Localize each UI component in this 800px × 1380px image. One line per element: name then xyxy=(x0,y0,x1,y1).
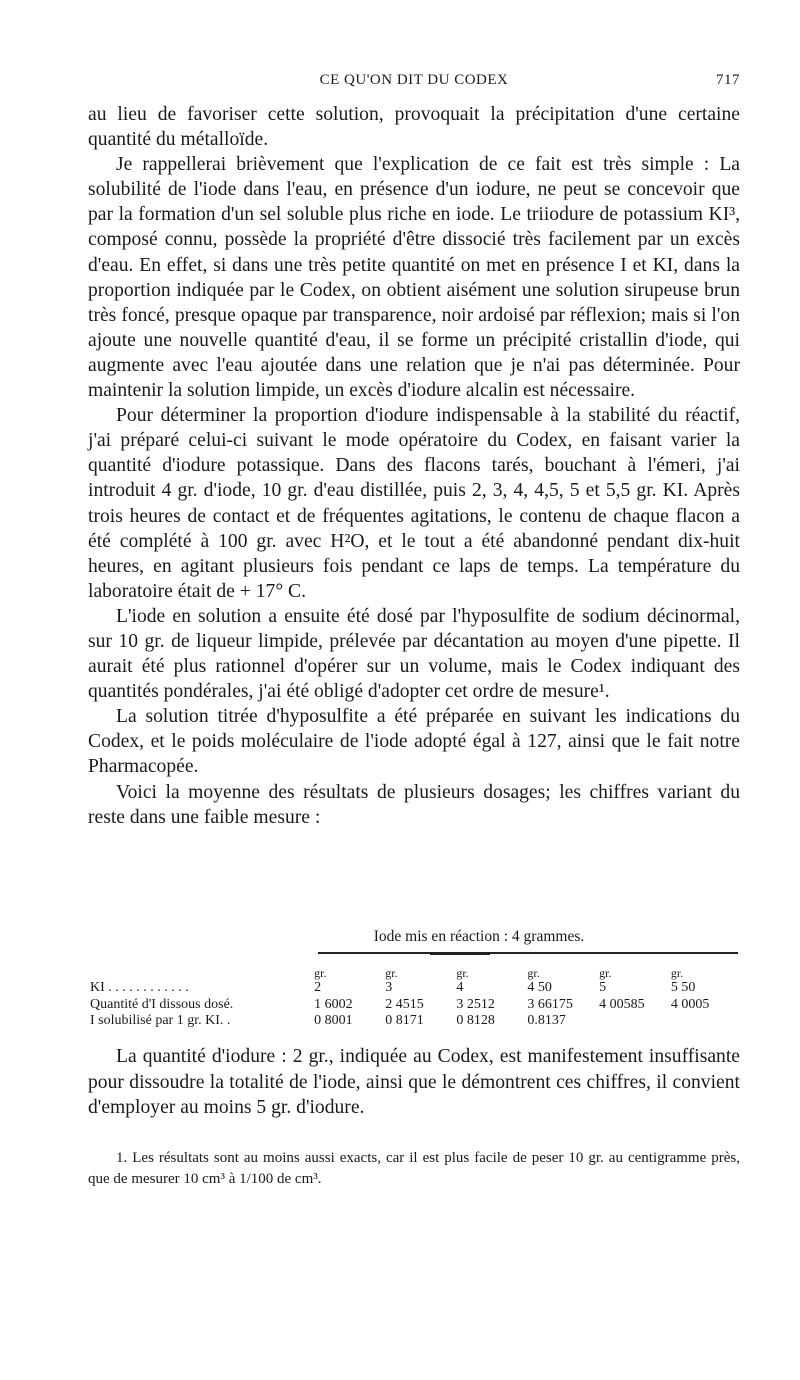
table-cell: 2 4515 xyxy=(385,996,424,1012)
table-cell: 5 50 xyxy=(670,980,696,995)
table-cell: 4 00585 xyxy=(599,996,645,1012)
table-cell: 0 8001 xyxy=(314,1013,353,1028)
table-cell: 0 8128 xyxy=(456,1013,495,1028)
table-cell: 0 8171 xyxy=(385,1013,424,1028)
table-units-row xyxy=(88,967,740,980)
table-cell: gr. xyxy=(385,966,398,980)
table-cell: 4 xyxy=(456,980,464,995)
table-cell: 2 xyxy=(314,980,322,995)
running-title: CE QU'ON DIT DU CODEX xyxy=(319,72,509,88)
table-cell: gr. xyxy=(527,966,540,980)
paragraph: au lieu de favoriser cette solution, provoquait la précipitation d'une certaine quantité du métalloïde. xyxy=(88,104,740,151)
paragraph: Je rappellerai brièvement que l'explication de ce fait est très simple : La solubilité de l'iode dans l'eau, en présence d'un iodure, ne peut se concevoir que par la formation d'un sel soluble plus riche en iode. Le triiodure de potassium KI³, composé connu, possède la propriété d'être dissocié très facilement par un excès d'eau. En effet, si dans une très petite quantité on met en présence I et KI, dans la proportion indiquée par le Codex, on obtient aisément une solution sirupeuse brun très foncé, presque opaque par transparence, noir ardoisé par réflexion; mais si l'on ajoute une nouvelle quantité d'eau, il se forme un précipité cristallin d'iode, qui augmente avec l'eau ajoutée dans une relation que je n'ai pas déterminée. Pour maintenir la solution limpide, un excès d'iodure alcalin est nécessaire. xyxy=(88,154,740,402)
footnote xyxy=(88,1148,740,1190)
conclusion-text xyxy=(88,1044,740,1121)
paragraph: La quantité d'iodure : 2 gr., indiquée au Codex, est manifestement insuffisante pour dissoudre la totalité de l'iode, ainsi que le démontrent ces chiffres, il convient d'employer au moins 5 gr. d'iodure. xyxy=(88,1046,740,1119)
table-row xyxy=(88,997,740,1014)
table-cell: 4 0005 xyxy=(670,996,710,1012)
paragraph: L'iode en solution a ensuite été dosé par l'hyposulfite de sodium décinormal, sur 10 gr. de liqueur limpide, prélevée par décantation au moyen d'une pipette. Il aurait été plus rationnel d'opérer sur un volume, mais le Codex indiquant des quantités pondérales, j'ai été obligé d'adopter cet ordre de mesure¹. xyxy=(88,605,740,703)
page-header xyxy=(88,72,740,98)
body-text xyxy=(88,102,740,830)
table-cell: gr. xyxy=(314,966,327,980)
table-rule xyxy=(318,952,738,957)
paragraph: Voici la moyenne des résultats de plusieurs dosages; les chiffres variant du reste dans une faible mesure : xyxy=(88,781,740,828)
table-cell: 1 6002 xyxy=(314,996,353,1012)
row-label: KI . . . . . . . . . . . . xyxy=(90,980,189,995)
page-number: 717 xyxy=(716,72,740,88)
row-label: Quantité d'I dissous dosé. xyxy=(90,996,234,1012)
table-cell: 5 xyxy=(599,980,607,995)
results-table xyxy=(88,967,740,1030)
table-cell: 3 66175 xyxy=(527,996,573,1012)
table-cell xyxy=(597,1013,669,1030)
table-cell: gr. xyxy=(670,966,684,980)
paragraph: La solution titrée d'hyposulfite a été préparée en suivant les indications du Codex, et le poids moléculaire de l'iode adopté égal à 127, ainsi que le fait notre Pharmacopée. xyxy=(88,706,740,778)
table-cell: gr. xyxy=(599,966,612,980)
footnote-text: 1. Les résultats sont au moins aussi exacts, car il est plus facile de peser 10 gr. au centigramme près, que de mesurer 10 cm³ à 1/100 de cm³. xyxy=(88,1150,740,1187)
table-cell: gr. xyxy=(456,966,469,980)
table-cell: 3 2512 xyxy=(456,996,495,1012)
row-label: I solubilisé par 1 gr. KI. . xyxy=(90,1013,231,1028)
table-cell xyxy=(669,1013,740,1030)
table-cell: 4 50 xyxy=(527,980,552,995)
table-cell: 0.8137 xyxy=(527,1013,566,1028)
paragraph: Pour déterminer la proportion d'iodure indispensable à la stabilité du réactif, j'ai préparé celui-ci suivant le mode opératoire du Codex, en faisant varier la quantité d'iodure potassique. Dans des flacons tarés, bouchant à l'émeri, j'ai introduit 4 gr. d'iode, 10 gr. d'eau distillée, puis 2, 3, 4, 4,5, 5 et 5,5 gr. KI. Après trois heures de contact et de fréquentes agitations, le contenu de chaque flacon a été complété à 100 gr. avec H²O, et le tout a été abandonné pendant dix-huit heures, en agitant plusieurs fois pendant ce laps de temps. La température du laboratoire était de + 17° C. xyxy=(88,405,740,602)
table-row xyxy=(88,980,740,997)
table-row xyxy=(88,1013,740,1030)
table-cell: 3 xyxy=(385,980,393,995)
results-table-block xyxy=(88,928,740,1030)
table-caption: Iode mis en réaction : 4 grammes. xyxy=(373,928,585,945)
rule-notch xyxy=(430,946,490,955)
table-cell xyxy=(88,967,312,980)
